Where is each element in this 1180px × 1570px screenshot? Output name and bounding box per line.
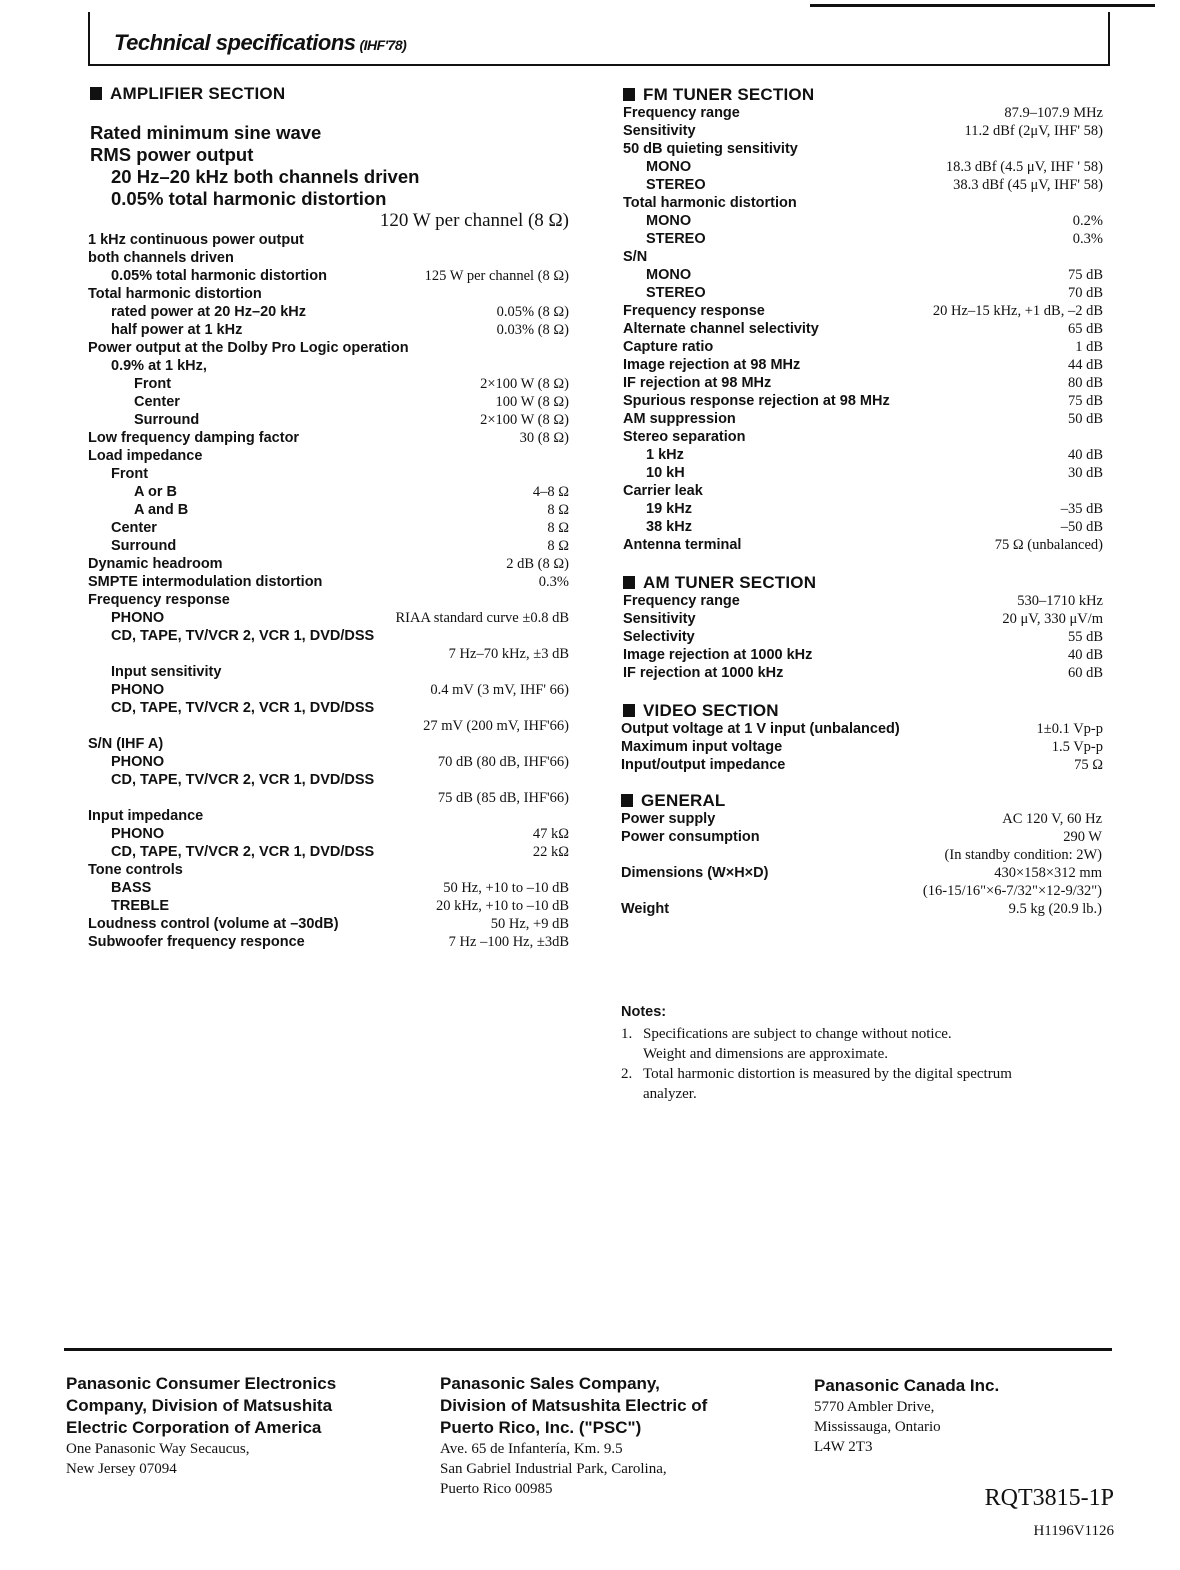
- spec-row: [621, 901, 1102, 919]
- rated-line-4: 0.05% total harmonic distortion: [111, 188, 387, 209]
- spec-value: 38.3 dBf (45 μV, IHF' 58): [953, 177, 1103, 193]
- spec-row: [623, 285, 1103, 303]
- spec-label: 38 kHz: [646, 519, 692, 535]
- spec-row: [88, 664, 569, 682]
- spec-label: Center: [134, 394, 180, 410]
- spec-label: 0.9% at 1 kHz,: [111, 358, 207, 374]
- spec-label: PHONO: [111, 682, 165, 698]
- bullet-square-icon: [623, 576, 635, 589]
- amplifier-spec-list: [88, 232, 569, 952]
- spec-row: [88, 718, 569, 736]
- spec-value: (In standby condition: 2W): [944, 847, 1102, 863]
- spec-value: 20 μV, 330 μV/m: [1002, 611, 1103, 627]
- spec-row: [88, 862, 569, 880]
- spec-label: Frequency range: [623, 593, 740, 609]
- spec-value: 55 dB: [1067, 629, 1103, 645]
- spec-label: CD, TAPE, TV/VCR 2, VCR 1, DVD/DSS: [111, 628, 375, 644]
- address-canada: Panasonic Canada Inc. 5770 Ambler Drive, Mississauga, Ontario L4W 2T3: [814, 1376, 1000, 1455]
- spec-row: [623, 339, 1103, 357]
- video-spec-list: [621, 721, 1103, 775]
- spec-label: A and B: [134, 502, 189, 518]
- spec-value: 75 dB: [1067, 267, 1103, 283]
- spec-value: 87.9–107.9 MHz: [1004, 105, 1103, 121]
- spec-label: 1 kHz: [646, 447, 684, 463]
- bullet-square-icon: [623, 88, 635, 101]
- spec-label: Load impedance: [88, 448, 203, 464]
- spec-row: [88, 916, 569, 934]
- spec-row: [623, 105, 1103, 123]
- spec-label: rated power at 20 Hz–20 kHz: [111, 304, 307, 320]
- spec-row: [88, 808, 569, 826]
- spec-label: MONO: [646, 267, 692, 283]
- spec-row: [623, 213, 1103, 231]
- spec-label: Spurious response rejection at 98 MHz: [623, 393, 890, 409]
- spec-value: 0.05% (8 Ω): [496, 304, 569, 320]
- spec-row: [88, 556, 569, 574]
- spec-row: [621, 811, 1102, 829]
- spec-row: [621, 865, 1102, 883]
- spec-label: Dimensions (W×H×D): [621, 865, 769, 881]
- fm-tuner-spec-list: [623, 105, 1103, 555]
- spec-value: 75 dB: [1067, 393, 1103, 409]
- spec-label: Selectivity: [623, 629, 695, 645]
- spec-label: Sensitivity: [623, 611, 696, 627]
- spec-label: Image rejection at 1000 kHz: [623, 647, 813, 663]
- spec-value: 290 W: [1063, 829, 1102, 845]
- spec-row: [88, 574, 569, 592]
- spec-label: Input impedance: [88, 808, 204, 824]
- spec-row: [88, 304, 569, 322]
- spec-label: Total harmonic distortion: [88, 286, 262, 302]
- spec-row: [623, 357, 1103, 375]
- spec-row: [88, 394, 569, 412]
- spec-value: 40 dB: [1067, 647, 1103, 663]
- spec-label: Power supply: [621, 811, 716, 827]
- spec-value: 1±0.1 Vp-p: [1036, 721, 1103, 737]
- am-tuner-section-heading: AM TUNER SECTION: [623, 573, 816, 593]
- spec-value: 7 Hz–70 kHz, ±3 dB: [448, 646, 569, 662]
- spec-label: Surround: [111, 538, 177, 554]
- spec-row: [621, 883, 1102, 901]
- model-code: RQT3815-1P: [984, 1485, 1114, 1511]
- spec-row: [88, 826, 569, 844]
- spec-row: [88, 322, 569, 340]
- spec-row: [88, 466, 569, 484]
- spec-row: [623, 231, 1103, 249]
- spec-value: 0.4 mV (3 mV, IHF' 66): [430, 682, 569, 698]
- spec-value: 20 kHz, +10 to –10 dB: [435, 898, 569, 914]
- spec-label: Maximum input voltage: [621, 739, 783, 755]
- bullet-square-icon: [621, 794, 633, 807]
- rated-line-1: Rated minimum sine wave: [90, 122, 322, 143]
- spec-label: MONO: [646, 213, 692, 229]
- spec-row: [623, 141, 1103, 159]
- spec-row: [88, 250, 569, 268]
- spec-value: 40 dB: [1067, 447, 1103, 463]
- spec-row: [88, 934, 569, 952]
- spec-row: [623, 519, 1103, 537]
- spec-label: half power at 1 kHz: [111, 322, 243, 338]
- spec-row: [88, 646, 569, 664]
- spec-value: 50 Hz, +10 to –10 dB: [443, 880, 569, 896]
- rated-line-2: RMS power output: [90, 144, 254, 165]
- spec-row: [623, 177, 1103, 195]
- spec-value: 50 Hz, +9 dB: [490, 916, 569, 932]
- spec-label: Alternate channel selectivity: [623, 321, 819, 337]
- spec-value: 20 Hz–15 kHz, +1 dB, –2 dB: [932, 303, 1103, 319]
- general-spec-list: [621, 811, 1102, 919]
- spec-label: Dynamic headroom: [88, 556, 223, 572]
- spec-value: RIAA standard curve ±0.8 dB: [395, 610, 569, 626]
- general-section-heading: GENERAL: [621, 791, 726, 811]
- spec-value: 8 Ω: [547, 520, 569, 536]
- spec-label: Input sensitivity: [111, 664, 222, 680]
- spec-label: Sensitivity: [623, 123, 696, 139]
- spec-label: Frequency response: [623, 303, 765, 319]
- spec-row: [623, 411, 1103, 429]
- spec-label: S/N: [623, 249, 648, 265]
- spec-row: [88, 358, 569, 376]
- spec-value: 2×100 W (8 Ω): [480, 412, 569, 428]
- fm-tuner-section-heading: FM TUNER SECTION: [623, 85, 814, 105]
- spec-row: [88, 682, 569, 700]
- spec-row: [623, 267, 1103, 285]
- spec-label: Image rejection at 98 MHz: [623, 357, 801, 373]
- spec-value: 530–1710 kHz: [1017, 593, 1103, 609]
- spec-value: 75 Ω (unbalanced): [994, 537, 1103, 553]
- spec-row: [88, 484, 569, 502]
- spec-row: [623, 249, 1103, 267]
- spec-label: Carrier leak: [623, 483, 703, 499]
- spec-label: A or B: [134, 484, 177, 500]
- spec-value: 50 dB: [1067, 411, 1103, 427]
- spec-row: [88, 538, 569, 556]
- spec-value: AC 120 V, 60 Hz: [1002, 811, 1102, 827]
- spec-label: Weight: [621, 901, 670, 917]
- spec-row: [88, 412, 569, 430]
- spec-row: [88, 844, 569, 862]
- spec-value: 100 W (8 Ω): [495, 394, 569, 410]
- spec-value: –35 dB: [1060, 501, 1103, 517]
- bullet-square-icon: [623, 704, 635, 717]
- spec-row: [621, 757, 1103, 775]
- spec-value: 70 dB (80 dB, IHF'66): [437, 754, 569, 770]
- spec-row: [623, 123, 1103, 141]
- spec-row: [623, 465, 1103, 483]
- spec-label: 50 dB quieting sensitivity: [623, 141, 798, 157]
- spec-value: 22 kΩ: [532, 844, 569, 860]
- notes-heading: Notes:: [621, 1004, 667, 1020]
- spec-value: 7 Hz –100 Hz, ±3dB: [448, 934, 569, 950]
- bullet-square-icon: [90, 87, 102, 100]
- spec-label: CD, TAPE, TV/VCR 2, VCR 1, DVD/DSS: [111, 772, 375, 788]
- spec-row: [623, 195, 1103, 213]
- spec-label: both channels driven: [88, 250, 234, 266]
- note-2: 2. Total harmonic distortion is measured by the digital spectrum analyzer.: [621, 1066, 1012, 1102]
- spec-row: [623, 429, 1103, 447]
- spec-label: Stereo separation: [623, 429, 746, 445]
- spec-value: 30 dB: [1067, 465, 1103, 481]
- spec-value: 47 kΩ: [532, 826, 569, 842]
- spec-label: Surround: [134, 412, 200, 428]
- spec-value: 60 dB: [1067, 665, 1103, 681]
- spec-row: [88, 700, 569, 718]
- spec-label: 10 kH: [646, 465, 685, 481]
- spec-row: [623, 629, 1103, 647]
- spec-label: Subwoofer frequency responce: [88, 934, 305, 950]
- spec-row: [623, 159, 1103, 177]
- spec-value: 80 dB: [1067, 375, 1103, 391]
- spec-value: 70 dB: [1067, 285, 1103, 301]
- spec-label: PHONO: [111, 754, 165, 770]
- spec-row: [623, 501, 1103, 519]
- title-sub: (IHF'78): [359, 37, 407, 53]
- spec-label: AM suppression: [623, 411, 736, 427]
- spec-row: [88, 592, 569, 610]
- spec-row: [88, 520, 569, 538]
- spec-row: [623, 483, 1103, 501]
- footer-rule: [64, 1348, 1112, 1351]
- spec-label: Center: [111, 520, 157, 536]
- address-puerto-rico: Panasonic Sales Company, Division of Matsushita Electric of Puerto Rico, Inc. ("PSC") Ave. 65 de Infantería, Km. 9.5 San Gabriel Industrial Park, Carolina, Puerto Rico 00985: [440, 1374, 708, 1497]
- spec-label: Loudness control (volume at –30dB): [88, 916, 339, 932]
- top-rule: [810, 4, 1155, 7]
- spec-label: Total harmonic distortion: [623, 195, 797, 211]
- spec-row: [88, 430, 569, 448]
- spec-label: IF rejection at 1000 kHz: [623, 665, 784, 681]
- spec-row: [88, 754, 569, 772]
- spec-value: 1 dB: [1075, 339, 1103, 355]
- spec-row: [88, 898, 569, 916]
- spec-label: 1 kHz continuous power output: [88, 232, 304, 248]
- spec-value: 8 Ω: [547, 502, 569, 518]
- spec-row: [88, 772, 569, 790]
- spec-label: SMPTE intermodulation distortion: [88, 574, 323, 590]
- spec-row: [88, 880, 569, 898]
- spec-label: BASS: [111, 880, 152, 896]
- video-section-heading: VIDEO SECTION: [623, 701, 779, 721]
- spec-label: Capture ratio: [623, 339, 714, 355]
- spec-row: [621, 739, 1103, 757]
- spec-label: IF rejection at 98 MHz: [623, 375, 772, 391]
- spec-value: 27 mV (200 mV, IHF'66): [423, 718, 569, 734]
- spec-label: Frequency response: [88, 592, 230, 608]
- spec-row: [623, 665, 1103, 683]
- spec-label: CD, TAPE, TV/VCR 2, VCR 1, DVD/DSS: [111, 700, 375, 716]
- spec-row: [88, 340, 569, 358]
- spec-value: 65 dB: [1067, 321, 1103, 337]
- spec-label: STEREO: [646, 177, 706, 193]
- spec-label: Low frequency damping factor: [88, 430, 300, 446]
- spec-label: MONO: [646, 159, 692, 175]
- title-main: Technical specifications: [114, 30, 356, 55]
- spec-label: PHONO: [111, 826, 165, 842]
- rated-power-value: 120 W per channel (8 Ω): [379, 210, 569, 231]
- spec-row: [623, 447, 1103, 465]
- spec-value: 1.5 Vp-p: [1051, 739, 1103, 755]
- spec-value: 2 dB (8 Ω): [506, 556, 569, 572]
- spec-label: 19 kHz: [646, 501, 692, 517]
- spec-row: [623, 303, 1103, 321]
- spec-value: 30 (8 Ω): [519, 430, 569, 446]
- spec-row: [623, 593, 1103, 611]
- spec-label: 0.05% total harmonic distortion: [111, 268, 327, 284]
- spec-value: 125 W per channel (8 Ω): [424, 268, 569, 284]
- spec-value: 2×100 W (8 Ω): [480, 376, 569, 392]
- spec-value: 0.3%: [538, 574, 569, 590]
- spec-row: [623, 611, 1103, 629]
- spec-row: [623, 321, 1103, 339]
- spec-value: 44 dB: [1067, 357, 1103, 373]
- spec-value: 0.2%: [1072, 213, 1103, 229]
- spec-value: 75 Ω: [1074, 757, 1103, 773]
- spec-value: 9.5 kg (20.9 lb.): [1008, 901, 1102, 917]
- spec-value: 0.3%: [1072, 231, 1103, 247]
- spec-label: Frequency range: [623, 105, 740, 121]
- spec-row: [88, 286, 569, 304]
- spec-value: 75 dB (85 dB, IHF'66): [437, 790, 569, 806]
- spec-label: Input/output impedance: [621, 757, 786, 773]
- spec-value: (16-15/16"×6-7/32"×12-9/32"): [922, 883, 1102, 899]
- spec-label: Output voltage at 1 V input (unbalanced): [621, 721, 900, 737]
- address-usa: Panasonic Consumer Electronics Company, Division of Matsushita Electric Corporation of America One Panasonic Way Secaucus, New Jersey 07094: [66, 1374, 337, 1477]
- spec-value: 8 Ω: [547, 538, 569, 554]
- print-code: H1196V1126: [1033, 1523, 1114, 1539]
- amplifier-section-heading: AMPLIFIER SECTION: [90, 84, 285, 104]
- spec-row: [623, 537, 1103, 555]
- spec-label: PHONO: [111, 610, 165, 626]
- spec-label: Power output at the Dolby Pro Logic operation: [88, 340, 409, 356]
- spec-value: 11.2 dBf (2μV, IHF' 58): [964, 123, 1103, 139]
- spec-row: [621, 721, 1103, 739]
- spec-value: –50 dB: [1060, 519, 1103, 535]
- spec-label: TREBLE: [111, 898, 169, 914]
- spec-row: [88, 448, 569, 466]
- spec-label: S/N (IHF A): [88, 736, 164, 752]
- spec-row: [88, 268, 569, 286]
- spec-row: [621, 847, 1102, 865]
- spec-row: [623, 375, 1103, 393]
- spec-row: [88, 628, 569, 646]
- spec-row: [621, 829, 1102, 847]
- spec-label: Front: [111, 466, 149, 482]
- spec-row: [623, 647, 1103, 665]
- spec-label: Tone controls: [88, 862, 183, 878]
- spec-label: Front: [134, 376, 172, 392]
- rated-line-3: 20 Hz–20 kHz both channels driven: [111, 166, 420, 187]
- spec-row: [88, 610, 569, 628]
- spec-row: [88, 502, 569, 520]
- spec-row: [623, 393, 1103, 411]
- note-1: 1. Specifications are subject to change without notice. Weight and dimensions are approximate.: [621, 1026, 952, 1062]
- spec-value: 18.3 dBf (4.5 μV, IHF ' 58): [945, 159, 1103, 175]
- spec-label: STEREO: [646, 285, 706, 301]
- spec-label: STEREO: [646, 231, 706, 247]
- spec-value: 430×158×312 mm: [994, 865, 1102, 881]
- spec-value: 0.03% (8 Ω): [496, 322, 569, 338]
- am-tuner-spec-list: [623, 593, 1103, 683]
- page-title: [114, 30, 406, 56]
- spec-row: [88, 790, 569, 808]
- spec-row: [88, 232, 569, 250]
- spec-row: [88, 736, 569, 754]
- spec-label: CD, TAPE, TV/VCR 2, VCR 1, DVD/DSS: [111, 844, 375, 860]
- spec-value: 4–8 Ω: [532, 484, 569, 500]
- spec-label: Antenna terminal: [623, 537, 742, 553]
- spec-label: Power consumption: [621, 829, 760, 845]
- spec-row: [88, 376, 569, 394]
